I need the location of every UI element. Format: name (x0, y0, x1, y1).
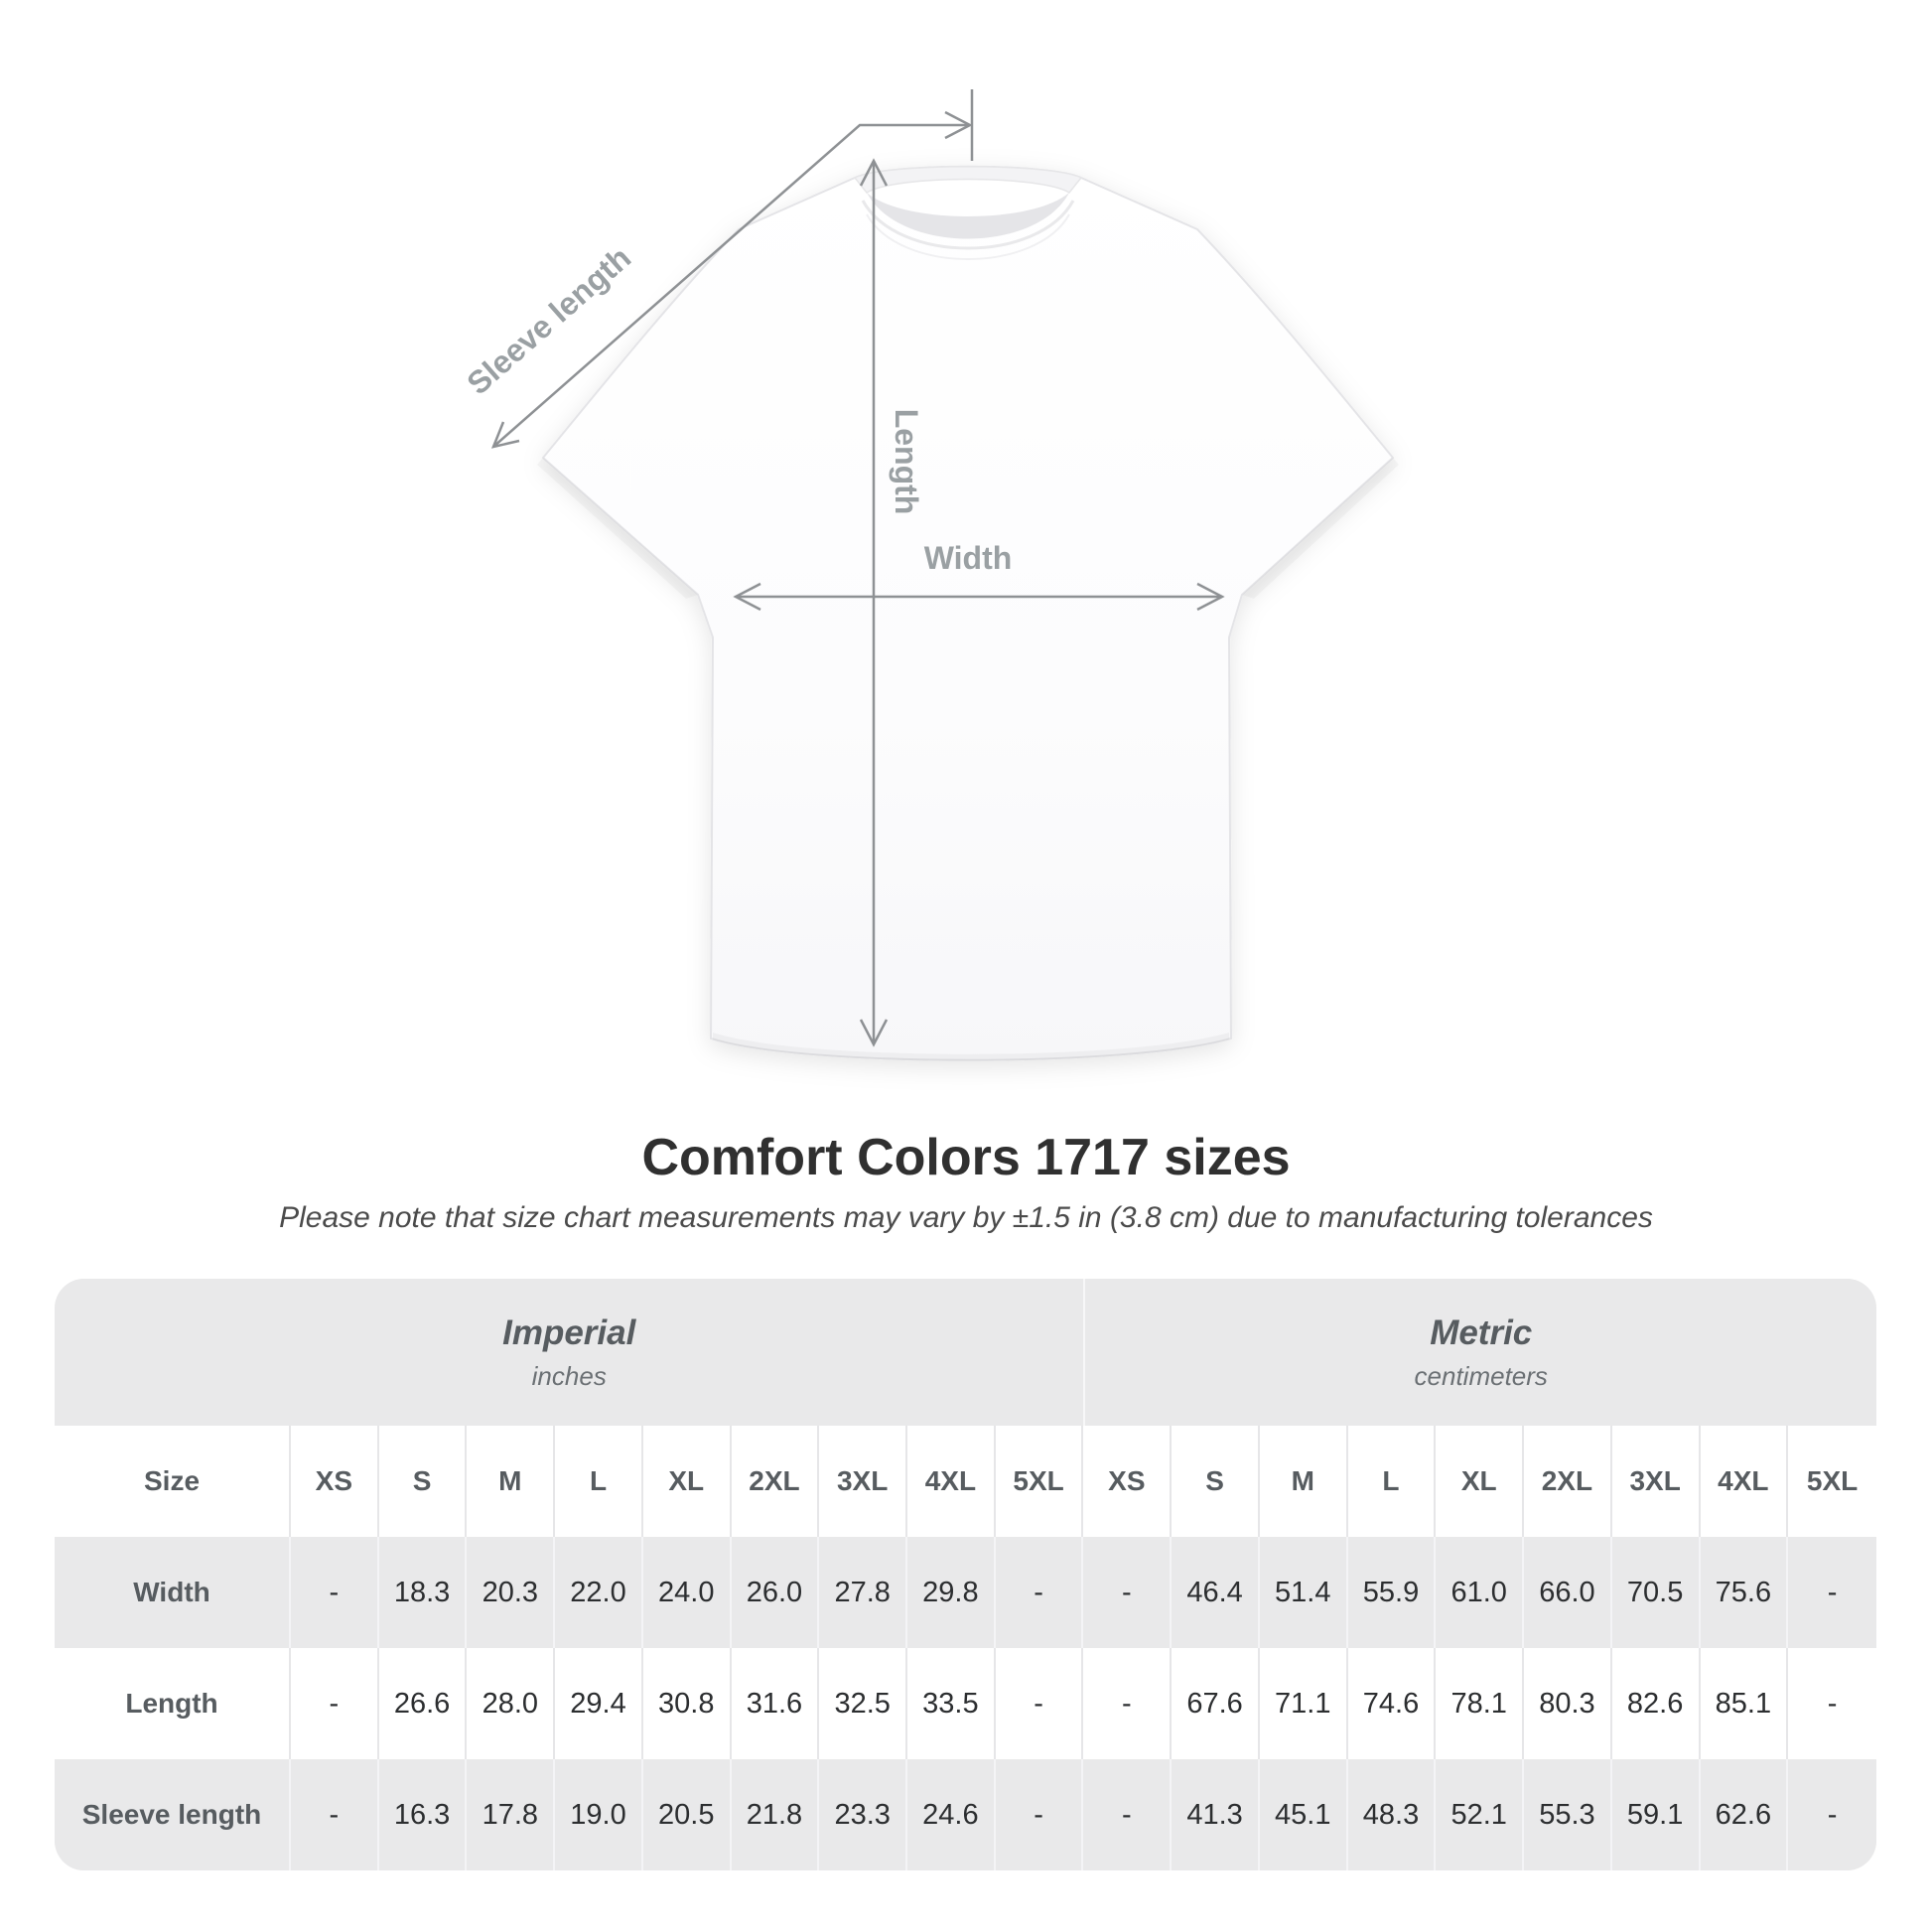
value-cell: - (291, 1648, 379, 1759)
value-cell: - (996, 1759, 1084, 1870)
value-cell: 80.3 (1524, 1648, 1612, 1759)
value-cell: 62.6 (1701, 1759, 1789, 1870)
size-header-cell: 4XL (907, 1426, 996, 1537)
size-header-cell: M (467, 1426, 555, 1537)
value-cell: 29.8 (907, 1537, 996, 1648)
width-label: Width (923, 540, 1013, 576)
size-header-cell: 4XL (1701, 1426, 1789, 1537)
value-cell: - (1788, 1648, 1876, 1759)
size-header-cell: L (1348, 1426, 1437, 1537)
value-cell: 18.3 (379, 1537, 468, 1648)
value-cell: 29.4 (555, 1648, 643, 1759)
value-cell: - (1083, 1537, 1172, 1648)
sleeve-length-label: Sleeve length (460, 239, 638, 402)
value-cell: 74.6 (1348, 1648, 1437, 1759)
imperial-group-header (55, 1279, 1083, 1426)
value-cell: 45.1 (1260, 1759, 1348, 1870)
value-cell: - (1788, 1537, 1876, 1648)
value-cell: 17.8 (467, 1759, 555, 1870)
value-cell: 85.1 (1701, 1648, 1789, 1759)
table-row (55, 1759, 1876, 1870)
value-cell: 66.0 (1524, 1537, 1612, 1648)
value-cell: 24.6 (907, 1759, 996, 1870)
size-header-cell: XL (643, 1426, 732, 1537)
value-cell: 41.3 (1172, 1759, 1260, 1870)
size-header-cell: 2XL (1524, 1426, 1612, 1537)
size-header-cell: 3XL (1612, 1426, 1701, 1537)
metric-unit: centimeters (1414, 1360, 1548, 1391)
row-label: Length (55, 1648, 291, 1759)
size-table (55, 1279, 1876, 1870)
size-header-cell: M (1260, 1426, 1348, 1537)
value-cell: 26.0 (732, 1537, 820, 1648)
value-cell: 55.3 (1524, 1759, 1612, 1870)
value-cell: 67.6 (1172, 1648, 1260, 1759)
value-cell: - (1788, 1759, 1876, 1870)
size-column-header: Size (55, 1426, 291, 1537)
value-cell: 46.4 (1172, 1537, 1260, 1648)
size-table-container (55, 1279, 1876, 1870)
metric-label: Metric (1430, 1312, 1533, 1352)
unit-group-row (55, 1279, 1876, 1426)
value-cell: 20.5 (643, 1759, 732, 1870)
size-header-cell: S (379, 1426, 468, 1537)
value-cell: 55.9 (1348, 1537, 1437, 1648)
value-cell: 71.1 (1260, 1648, 1348, 1759)
value-cell: - (291, 1759, 379, 1870)
value-cell: 20.3 (467, 1537, 555, 1648)
value-cell: 21.8 (732, 1759, 820, 1870)
value-cell: 51.4 (1260, 1537, 1348, 1648)
imperial-unit: inches (531, 1360, 607, 1391)
value-cell: 75.6 (1701, 1537, 1789, 1648)
value-cell: 48.3 (1348, 1759, 1437, 1870)
metric-group-header (1083, 1279, 1876, 1426)
value-cell: 23.3 (819, 1759, 907, 1870)
size-header-cell: S (1172, 1426, 1260, 1537)
tshirt-graphic (537, 167, 1399, 1061)
value-cell: - (1083, 1759, 1172, 1870)
value-cell: 82.6 (1612, 1648, 1701, 1759)
value-cell: 30.8 (643, 1648, 732, 1759)
value-cell: 26.6 (379, 1648, 468, 1759)
value-cell: 31.6 (732, 1648, 820, 1759)
size-header-cell: 2XL (732, 1426, 820, 1537)
value-cell: 32.5 (819, 1648, 907, 1759)
value-cell: 27.8 (819, 1537, 907, 1648)
value-cell: 28.0 (467, 1648, 555, 1759)
value-cell: 61.0 (1436, 1537, 1524, 1648)
value-cell: 33.5 (907, 1648, 996, 1759)
size-header-cell: XL (1436, 1426, 1524, 1537)
row-label: Sleeve length (55, 1759, 291, 1870)
size-header-cell: L (555, 1426, 643, 1537)
value-cell: 78.1 (1436, 1648, 1524, 1759)
imperial-label: Imperial (502, 1312, 636, 1352)
table-row (55, 1648, 1876, 1759)
size-header-cell: XS (291, 1426, 379, 1537)
value-cell: - (996, 1648, 1084, 1759)
length-label: Length (889, 408, 924, 515)
value-cell: 19.0 (555, 1759, 643, 1870)
value-cell: - (1083, 1648, 1172, 1759)
value-cell: - (996, 1537, 1084, 1648)
value-cell: 70.5 (1612, 1537, 1701, 1648)
value-cell: 52.1 (1436, 1759, 1524, 1870)
row-label: Width (55, 1537, 291, 1648)
value-cell: 22.0 (555, 1537, 643, 1648)
value-cell: 59.1 (1612, 1759, 1701, 1870)
size-tolerance-note: Please note that size chart measurements may vary by ±1.5 in (3.8 cm) due to manufacturing tolerances (279, 1201, 1653, 1234)
table-row (55, 1537, 1876, 1648)
value-cell: 24.0 (643, 1537, 732, 1648)
value-cell: - (291, 1537, 379, 1648)
page-title: Comfort Colors 1717 sizes (641, 1129, 1291, 1186)
size-header-cell: 5XL (996, 1426, 1084, 1537)
value-cell: 16.3 (379, 1759, 468, 1870)
size-header-cell: XS (1083, 1426, 1172, 1537)
size-header-row (55, 1426, 1876, 1537)
size-header-cell: 5XL (1788, 1426, 1876, 1537)
size-header-cell: 3XL (819, 1426, 907, 1537)
